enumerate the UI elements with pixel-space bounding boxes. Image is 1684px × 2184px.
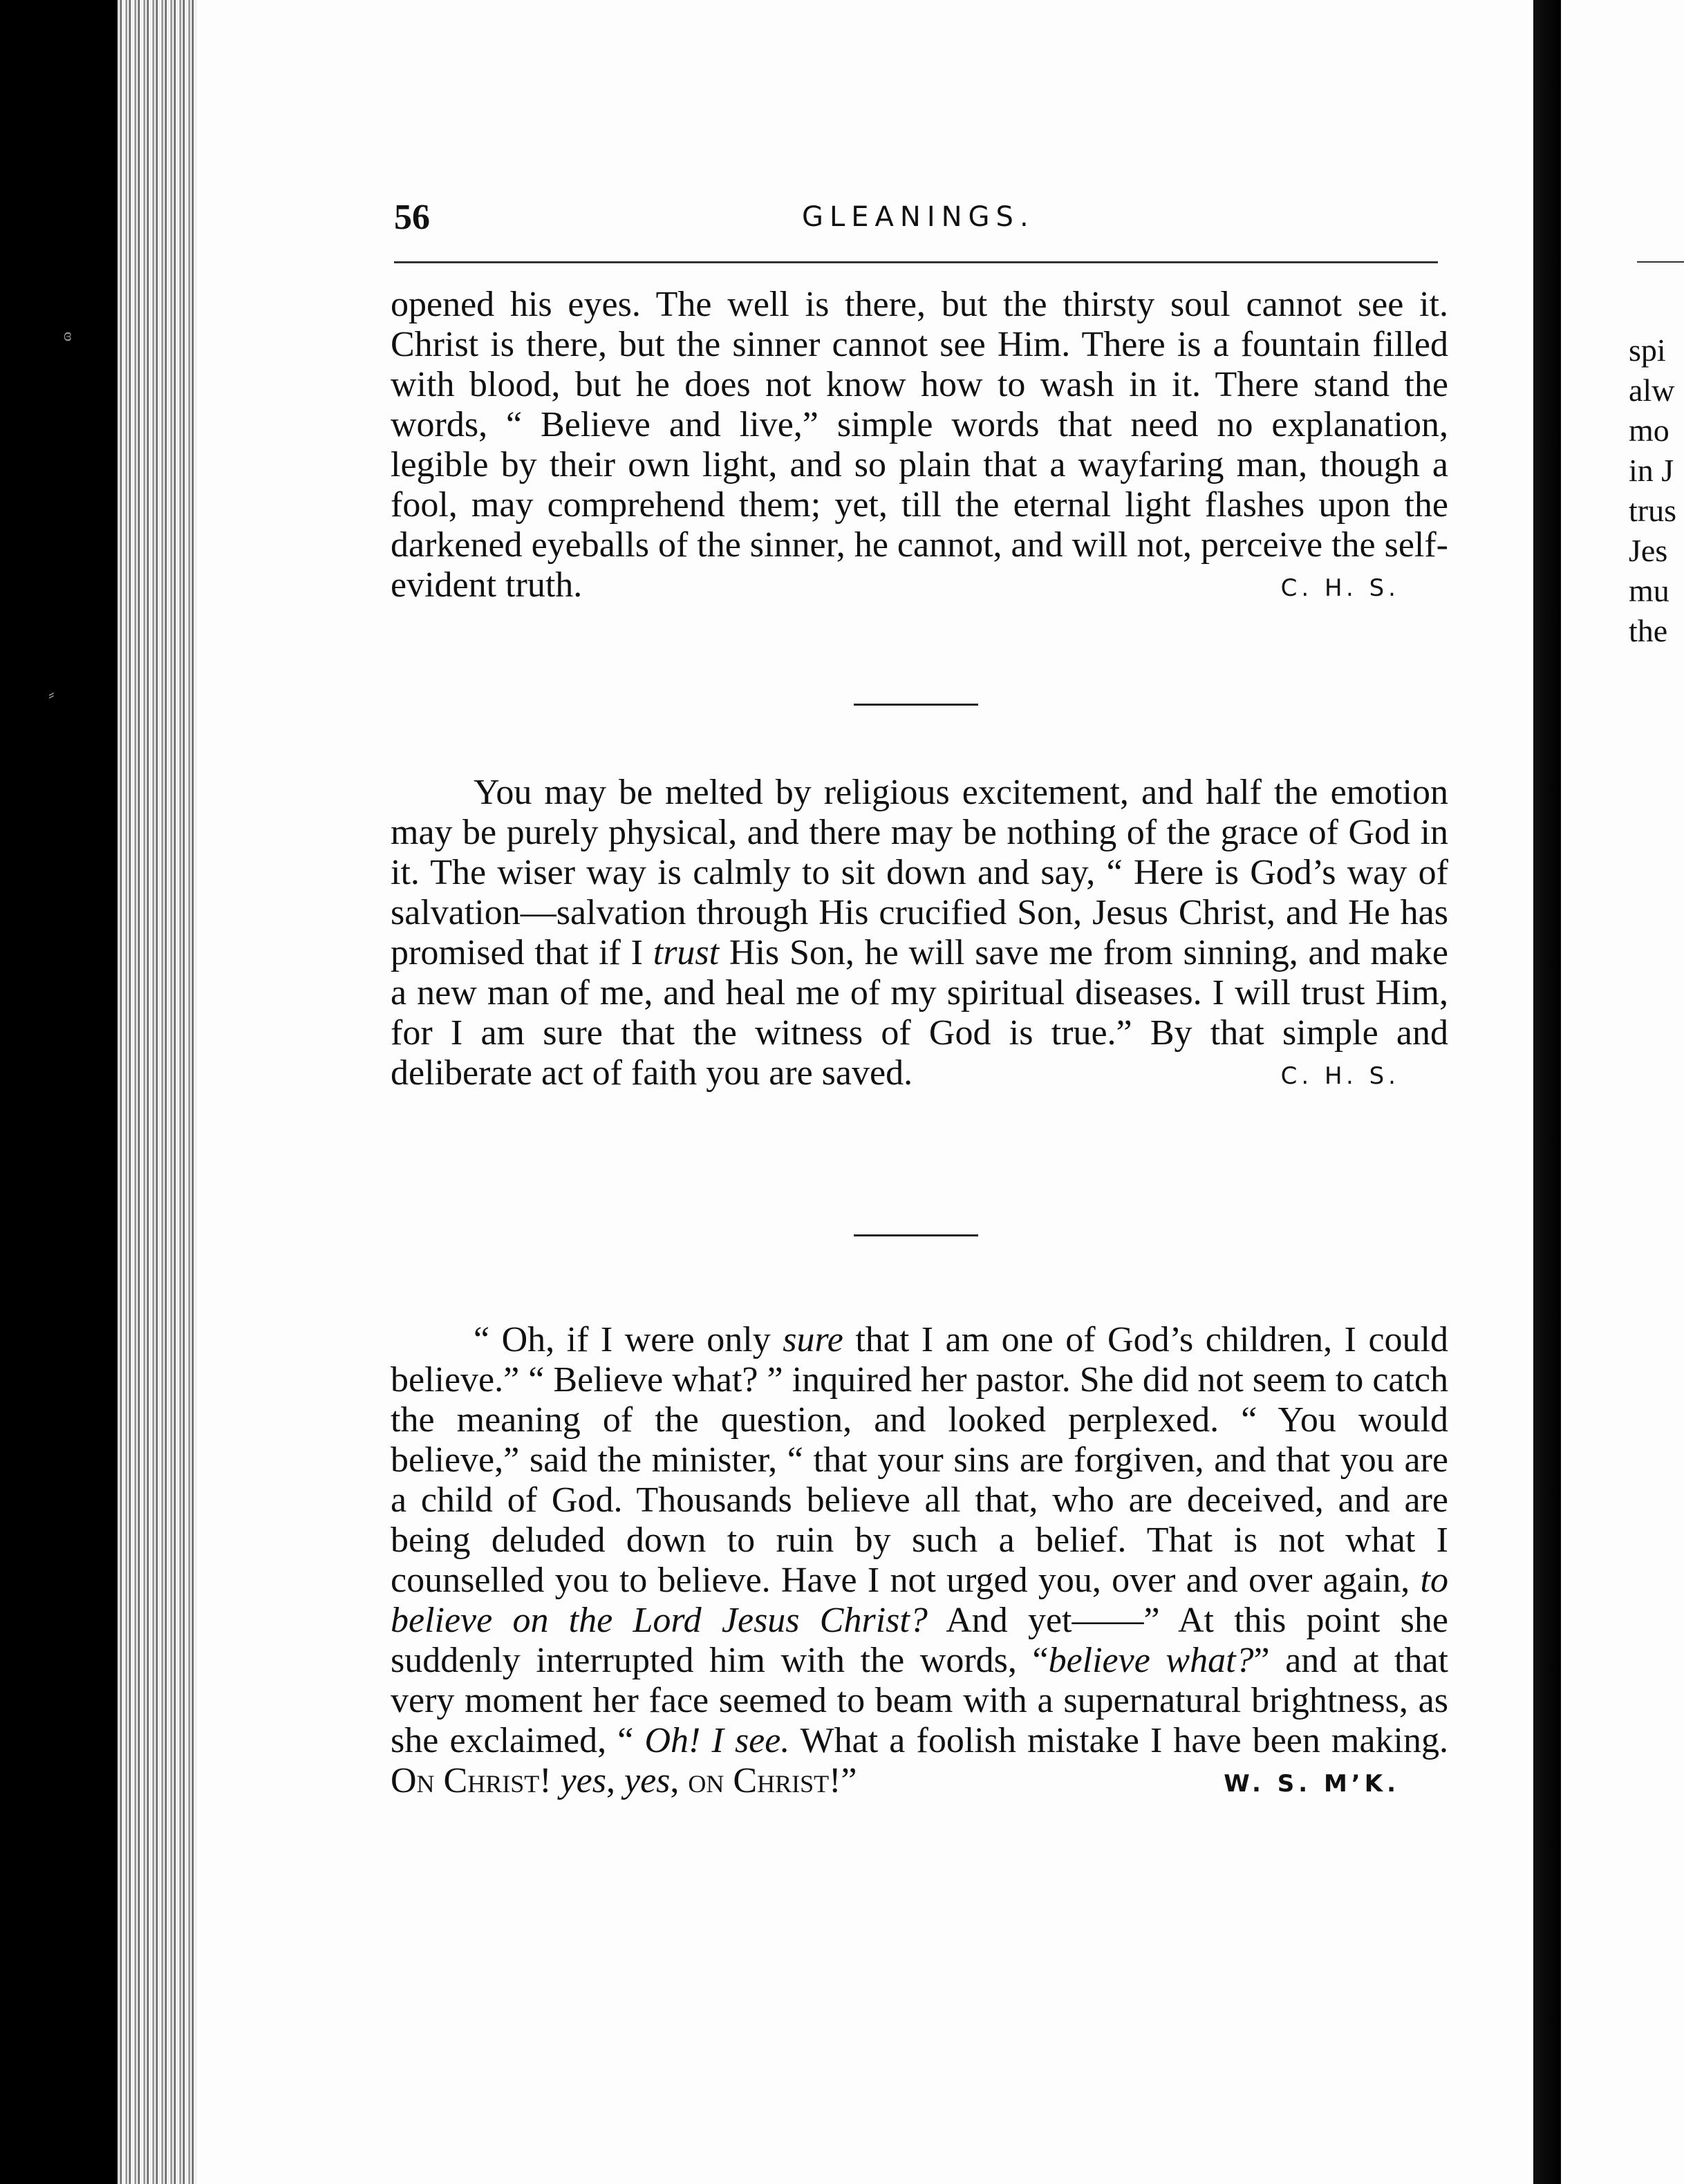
facing-page-fragment: in J xyxy=(1629,453,1674,488)
running-head: GLEANINGS. xyxy=(802,201,1035,233)
book-page-edges xyxy=(118,0,200,2184)
book-gutter xyxy=(1533,0,1561,2184)
page-number: 56 xyxy=(394,198,430,237)
header-rule xyxy=(394,261,1438,263)
facing-page-fragment: the xyxy=(1629,613,1668,648)
facing-page-rule xyxy=(1637,261,1684,263)
facing-page-fragment: mu xyxy=(1629,573,1669,608)
facing-page-fragment: Jes xyxy=(1629,533,1668,568)
passage-3-text: “ Oh, if I were only sure that I am one of God’s children, I could believe.” “ Believe what? ” inquired her pastor. She did not seem to catch the meaning of the question, and looked perplexed. “ You would believe,” said the minister, “ that your sins are forgiven, and that you are a child of God. Thousands believe all that, who are deceived, and are being deluded down to ruin by such a belief. That is not what I counselled you to believe. Have I not urged you, over and over again, to believe on the Lord Jesus Christ? And yet——” At this point she suddenly interrupted him with the words, “believe what?” and at that very moment her face seemed to beam with a supernatural brightness, as she exclaimed, “ Oh! I see. What a foolish mistake I have been making. On Christ! yes, yes, on Christ!” xyxy=(391,1320,1448,1800)
passage-3 xyxy=(391,1320,1448,1804)
passage-2-text: You may be melted by religious excitement, and half the emotion may be purely physical, and there may be nothing of the grace of God in it. The wiser way is calmly to sit down and say, “ Here is God’s way of salvation—salvation through His crucified Son, Jesus Christ, and He has promised that if I trust His Son, he will save me from sinning, and make a new man of me, and heal me of my spiritual diseases. I will trust Him, for I am sure that the witness of God is true.” By that simple and deliberate act of faith you are saved. xyxy=(391,773,1448,1093)
facing-page-fragment: spi xyxy=(1629,332,1666,368)
passage-1-text: opened his eyes. The well is there, but the thirsty soul cannot see it. Christ is there, but the sinner cannot see Him. There is a fountain filled with blood, but he does not know how to wash in it. There stand the words, “ Believe and live,” simple words that need no explanation, legible by their own light, and so plain that a wayfaring man, though a fool, may comprehend them; yet, till the eternal light flashes upon the darkened eyeballs of the sinner, he cannot, and will not, perceive the self-evident truth. xyxy=(391,285,1448,605)
facing-page-fragment: alw xyxy=(1629,373,1675,408)
passage-1 xyxy=(391,285,1448,608)
page-header xyxy=(394,197,1438,245)
margin-speck: ⸗ xyxy=(48,684,55,704)
passage-2 xyxy=(391,773,1448,1096)
margin-speck: ɞ xyxy=(64,325,72,345)
signature-2: C. H. S. xyxy=(1280,1062,1400,1090)
signature-1: C. H. S. xyxy=(1280,574,1400,602)
signature-3: W. S. M’K. xyxy=(1224,1770,1400,1798)
facing-page-edge xyxy=(1561,0,1684,2184)
section-separator xyxy=(854,1234,978,1236)
facing-page-fragment: mo xyxy=(1629,413,1669,448)
facing-page-fragment: trus xyxy=(1629,493,1676,528)
section-separator xyxy=(854,704,978,706)
